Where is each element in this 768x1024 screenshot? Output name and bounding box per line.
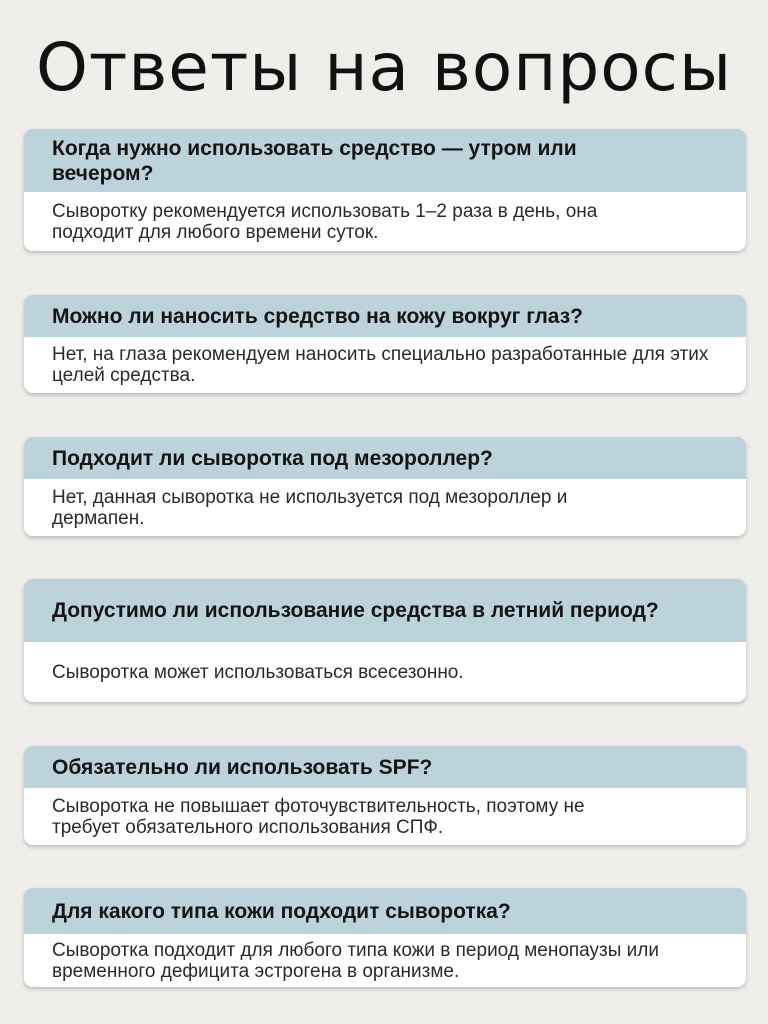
faq-card-3 [24, 437, 746, 536]
page-title: Ответы на вопросы [35, 29, 733, 106]
faq-question: Допустимо ли использование средства в летний период? [24, 579, 746, 642]
faq-question: Можно ли наносить средство на кожу вокруг глаз? [24, 295, 746, 337]
faq-answer: Сыворотку рекомендуется использовать 1–2 раза в день, она подходит для любого времени суток. [52, 200, 598, 243]
faq-question: Когда нужно использовать средство — утром или вечером? [24, 129, 746, 192]
faq-card-4 [24, 579, 746, 702]
faq-card-6 [24, 888, 746, 987]
faq-answer: Сыворотка подходит для любого типа кожи в период менопаузы или временного дефицита эстрогена в организме. [52, 939, 659, 982]
faq-card-1 [24, 129, 746, 251]
faq-answer: Нет, на глаза рекомендуем наносить специально разработанные для этих целей средства. [52, 344, 709, 386]
faq-question: Подходит ли сыворотка под мезороллер? [24, 437, 746, 479]
faq-answer: Сыворотка может использоваться всесезонно. [52, 661, 464, 683]
faq-question: Обязательно ли использовать SPF? [24, 746, 746, 788]
faq-answer: Нет, данная сыворотка не используется под мезороллер и дермапен. [52, 486, 568, 529]
faq-question: Для какого типа кожи подходит сыворотка? [24, 888, 746, 934]
faq-card-5 [24, 746, 746, 845]
faq-card-2 [24, 295, 746, 393]
faq-answer: Сыворотка не повышает фоточувствительность, поэтому не требует обязательного использования СПФ. [52, 795, 585, 838]
